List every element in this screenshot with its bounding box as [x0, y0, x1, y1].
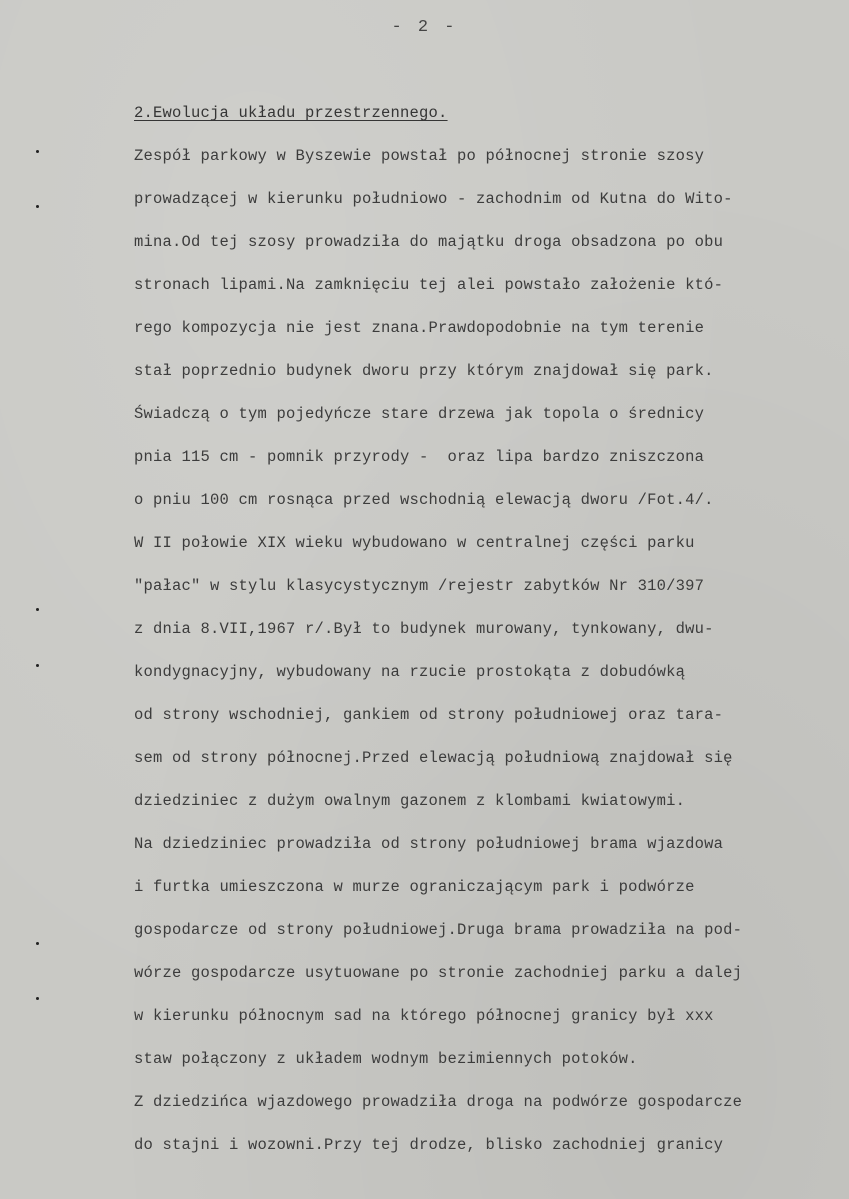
text-line: staw połączony z układem wodnym bezimiennych potoków. [134, 1050, 638, 1068]
text-line: o pniu 100 cm rosnąca przed wschodnią elewacją dworu /Fot.4/. [134, 491, 714, 509]
text-line: stronach lipami.Na zamknięciu tej alei powstało założenie któ- [134, 276, 724, 294]
text-line: w kierunku północnym sad na którego północnej granicy był xxx [134, 1007, 714, 1025]
text-line: mina.Od tej szosy prowadziła do majątku droga obsadzona po obu [134, 233, 724, 251]
margin-mark [36, 997, 39, 1000]
text-line: gospodarcze od strony południowej.Druga brama prowadziła na pod- [134, 921, 743, 939]
text-line: Zespół parkowy w Byszewie powstał po północnej stronie szosy [134, 147, 705, 165]
text-line: stał poprzednio budynek dworu przy którym znajdował się park. [134, 362, 714, 380]
margin-mark [36, 150, 39, 153]
page-number: - 2 - [391, 18, 458, 37]
text-line: kondygnacyjny, wybudowany na rzucie prostokąta z dobudówką [134, 663, 686, 681]
text-line: prowadzącej w kierunku południowo - zachodnim od Kutna do Wito- [134, 190, 733, 208]
margin-mark [36, 942, 39, 945]
text-line: W II połowie XIX wieku wybudowano w centralnej części parku [134, 534, 695, 552]
text-line: i furtka umieszczona w murze ograniczającym park i podwórze [134, 878, 695, 896]
text-line: od strony wschodniej, gankiem od strony południowej oraz tara- [134, 706, 724, 724]
text-line: do stajni i wozowni.Przy tej drodze, blisko zachodniej granicy [134, 1136, 724, 1154]
section-heading: 2.Ewolucja układu przestrzennego. [134, 104, 448, 122]
text-line: rego kompozycja nie jest znana.Prawdopodobnie na tym terenie [134, 319, 705, 337]
text-line: "pałac" w stylu klasycystycznym /rejestr zabytków Nr 310/397 [134, 577, 705, 595]
text-line: sem od strony północnej.Przed elewacją południową znajdował się [134, 749, 733, 767]
margin-mark [36, 608, 39, 611]
text-line: wórze gospodarcze usytuowane po stronie zachodniej parku a dalej [134, 964, 743, 982]
text-line: dziedziniec z dużym owalnym gazonem z klombami kwiatowymi. [134, 792, 686, 810]
text-line: Świadczą o tym pojedyńcze stare drzewa jak topola o średnicy [134, 405, 705, 423]
margin-mark [36, 205, 39, 208]
text-line: z dnia 8.VII,1967 r/.Był to budynek murowany, tynkowany, dwu- [134, 620, 714, 638]
text-line: pnia 115 cm - pomnik przyrody - oraz lipa bardzo zniszczona [134, 448, 705, 466]
text-line: Z dziedzińca wjazdowego prowadziła droga na podwórze gospodarcze [134, 1093, 743, 1111]
margin-mark [36, 664, 39, 667]
text-line: Na dziedziniec prowadziła od strony południowej brama wjazdowa [134, 835, 724, 853]
